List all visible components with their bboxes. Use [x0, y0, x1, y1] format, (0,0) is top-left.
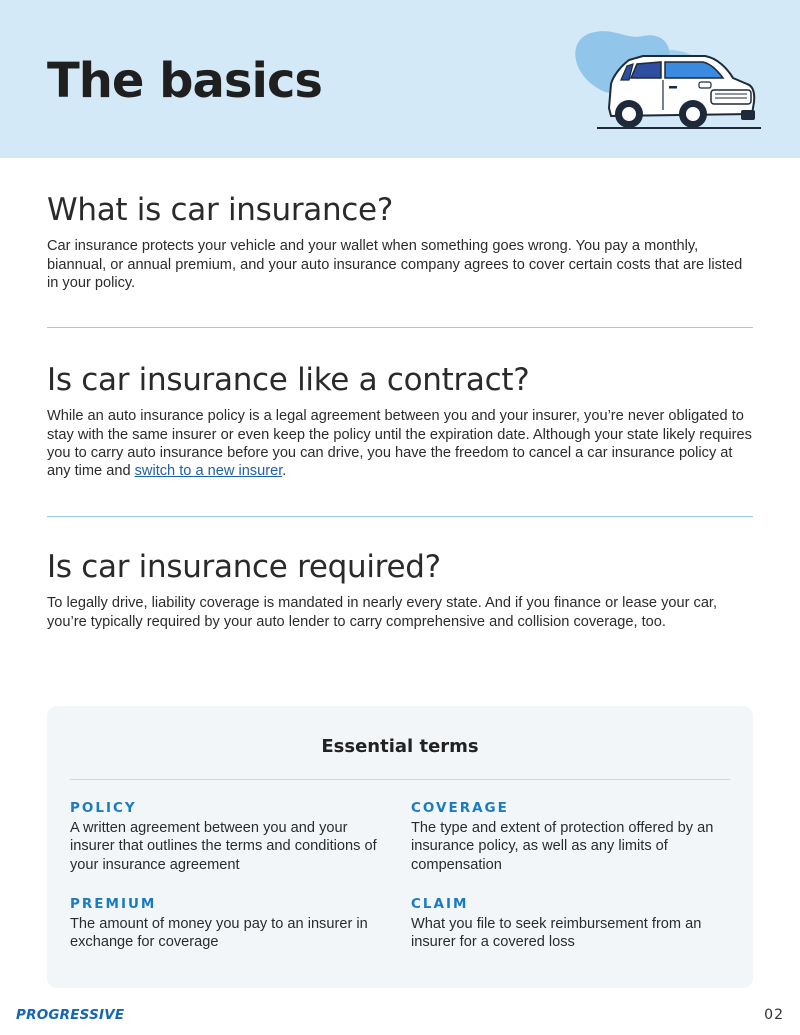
- term-label: POLICY: [70, 800, 137, 816]
- divider: [47, 327, 753, 328]
- term-premium: [70, 896, 385, 952]
- section-heading: What is car insurance?: [47, 192, 393, 228]
- term-label: COVERAGE: [411, 800, 509, 816]
- term-policy: [70, 800, 385, 874]
- term-claim: [411, 896, 726, 952]
- terms-divider: [70, 779, 730, 780]
- divider: [47, 516, 753, 517]
- essential-terms-card: [47, 706, 753, 988]
- switch-insurer-link[interactable]: switch to a new insurer: [134, 463, 283, 480]
- section-body: Car insurance protects your vehicle and your wallet when something goes wrong. You pay a monthly, biannual, or annual premium, and your auto insurance company agrees to cover certain costs that are listed in your policy.: [47, 238, 743, 291]
- terms-title: Essential terms: [321, 736, 479, 757]
- term-coverage: [411, 800, 726, 874]
- term-definition: What you file to seek reimbursement from an insurer for a covered loss: [411, 916, 702, 951]
- progressive-logo: PROGRESSIVE: [16, 1007, 125, 1023]
- page-number: 02: [764, 1007, 784, 1023]
- term-definition: The type and extent of protection offered by an insurance policy, as well as any limits of compensation: [411, 820, 714, 873]
- term-label: CLAIM: [411, 896, 469, 912]
- section-body: [47, 407, 753, 481]
- section-body: To legally drive, liability coverage is mandated in nearly every state. And if you finance or lease your car, you’re typically required by your auto lender to carry comprehensive and collision coverage, too.: [47, 595, 718, 630]
- section-heading: Is car insurance required?: [47, 549, 441, 585]
- page-title: The basics: [47, 53, 322, 109]
- section-heading: Is car insurance like a contract?: [47, 362, 530, 398]
- term-definition: The amount of money you pay to an insurer in exchange for coverage: [70, 916, 368, 951]
- header-banner: [0, 0, 800, 158]
- body-text: While an auto insurance policy is a legal agreement between you and your insurer, you’re never obligated to stay with the same insurer or even keep the policy until the expiration date. Although your state likely requires you to carry auto insurance before you can drive, you have the freedom to cancel a car insurance policy at any time and: [47, 408, 752, 480]
- body-text-end: .: [282, 463, 287, 480]
- suv-car-icon: [565, 22, 775, 142]
- term-definition: A written agreement between you and your insurer that outlines the terms and conditions of your insurance agreement: [70, 820, 377, 873]
- section-contract: [47, 362, 753, 481]
- section-required: [47, 549, 753, 631]
- term-label: PREMIUM: [70, 896, 157, 912]
- section-what-is-car-insurance: [47, 192, 753, 292]
